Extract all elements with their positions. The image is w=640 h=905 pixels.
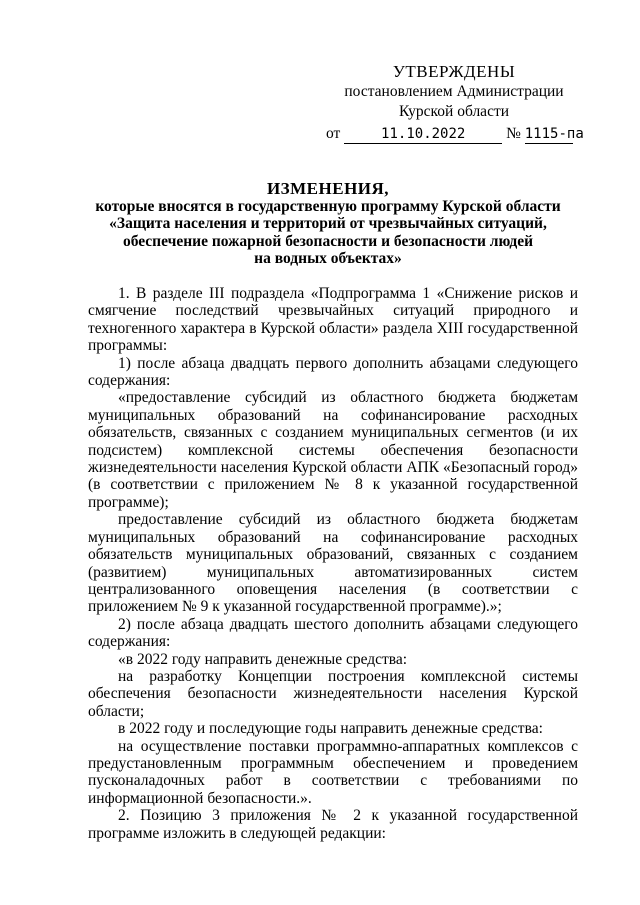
paragraph: «в 2022 году направить денежные средства: — [118, 650, 408, 668]
approval-date: 11.10.2022 — [344, 126, 502, 144]
approval-line-1: постановлением Администрации — [344, 83, 564, 100]
approval-stamp — [326, 62, 582, 144]
title-line-4: на водных объектах» — [254, 250, 402, 268]
number-prefix: № — [506, 125, 521, 142]
paragraph: 1) после абзаца двадцать первого дополнить абзацами следующего содержания: — [88, 354, 578, 390]
paragraph: «предоставление субсидий из областного бюджета бюджетам муниципальных образований на софинансирование расходных обязательств, связанных с созданием муниципальных сегментов (и их подсистем) комплексной системы обеспечения безопасности жизнедеятельности населения Курской области АПК «Безопасный город» (в соответствии с приложением № 8 к указанной государственной программе); — [88, 389, 578, 511]
paragraph: 2) после абзаца двадцать шестого дополнить абзацами следующего содержания: — [88, 615, 578, 651]
document-body — [88, 285, 578, 842]
approval-number: 1115-па — [524, 126, 584, 142]
title-line-1: которые вносятся в государственную программу Курской области — [95, 197, 561, 215]
paragraph: предоставление субсидий из областного бюджета бюджетам муниципальных образований на софинансирование расходных обязательств муниципальных образований, связанных с созданием (развитием) муниципальных автоматизированных систем централизованного оповещения населения (в соответствии с приложением № 9 к указанной государственной программе).»; — [88, 511, 578, 616]
approval-date-row — [326, 124, 582, 144]
paragraph: на разработку Концепции построения комплексной системы обеспечения безопасности жизнедеятельности населения Курской области; — [88, 667, 578, 720]
approval-heading: УТВЕРЖДЕНЫ — [392, 62, 516, 81]
paragraph: на осуществление поставки программно-аппаратных комплексов с предустановленным программным обеспечением и проведением пусконаладочных работ в соответствии с требованиями по информационной безопасности.». — [88, 737, 578, 807]
document-title — [80, 180, 576, 268]
date-prefix: от — [326, 125, 341, 142]
approval-line-2: Курской области — [398, 103, 510, 120]
paragraph: 2. Позицию 3 приложения № 2 к указанной государственной программе изложить в следующей редакции: — [88, 807, 578, 842]
paragraph: 1. В разделе III подраздела «Подпрограмма 1 «Снижение рисков и смягчение последствий чрезвычайных ситуаций природного и техногенного характера в Курской области» раздела XIII государственной программы: — [88, 285, 578, 355]
title-heading: ИЗМЕНЕНИЯ, — [266, 179, 390, 198]
title-line-2: «Защита населения и территорий от чрезвычайных ситуаций, — [109, 215, 547, 233]
paragraph: в 2022 году и последующие годы направить денежные средства: — [118, 720, 543, 738]
title-line-3: обеспечение пожарной безопасности и безопасности людей — [122, 232, 534, 250]
